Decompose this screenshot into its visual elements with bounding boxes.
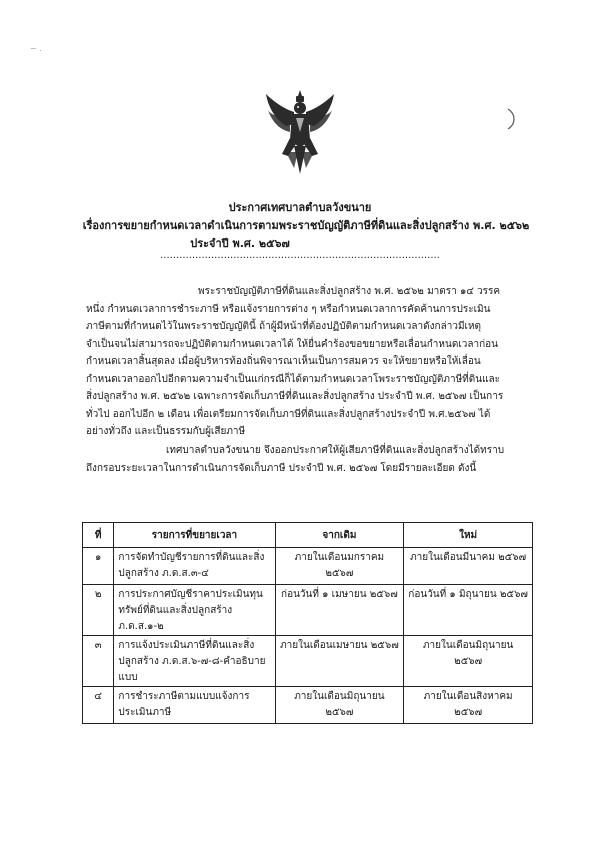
header-to: ใหม่ bbox=[404, 523, 533, 548]
margin-mark bbox=[505, 108, 519, 130]
row-no: ๑ bbox=[83, 548, 114, 585]
dotted-divider: ........................................................................................ bbox=[160, 250, 440, 261]
body-paragraph-1 bbox=[86, 283, 506, 441]
header-item: รายการที่ขยายเวลา bbox=[114, 523, 275, 548]
row-to: ก่อนวันที่ ๑ มิถุนายน ๒๕๖๗ bbox=[404, 585, 533, 636]
announcement-subject: เรื่องการขยายกำหนดเวลาดำเนินการตามพระราชบัญญัติภาษีที่ดินและสิ่งปลูกสร้าง พ.ศ. ๒๕๖๒ bbox=[82, 219, 530, 232]
body-paragraph-2-text: เทศบาลตำบลวังขนาย จึงออกประกาศให้ผู้เสียภาษีที่ดินและสิ่งปลูกสร้างได้ทราบถึงกรอบระยะเวลาในการดำเนินการจัดเก็บภาษี ประจำปี พ.ศ. ๒๕๖๗ โดยมีรายละเอียด ดังนี้ bbox=[86, 445, 505, 474]
row-no: ๒ bbox=[83, 585, 114, 636]
announcement-year: ประจำปี พ.ศ. ๒๕๖๗ bbox=[190, 237, 290, 250]
row-item: การชำระภาษีตามแบบแจ้งการประเมินภาษี bbox=[114, 687, 275, 724]
table-row bbox=[83, 548, 533, 585]
table-row bbox=[83, 687, 533, 724]
body-paragraph-2 bbox=[86, 442, 506, 477]
header-no: ที่ bbox=[83, 523, 114, 548]
row-item: การประกาศบัญชีราคาประเมินทุนทรัพย์ที่ดินและสิ่งปลูกสร้าง ภ.ด.ส.๑-๒ bbox=[114, 585, 275, 636]
header-from: จากเดิม bbox=[275, 523, 404, 548]
row-item: การแจ้งประเมินภาษีที่ดินและสิ่งปลูกสร้าง ภ.ด.ส.๖-๗-๘-คำอธิบายแบบ bbox=[114, 636, 275, 687]
row-from: ภายในเดือนเมษายน ๒๕๖๗ bbox=[275, 636, 404, 687]
row-from: ก่อนวันที่ ๑ เมษายน ๒๕๖๗ bbox=[275, 585, 404, 636]
row-to: ภายในเดือนมีนาคม ๒๕๖๗ bbox=[404, 548, 533, 585]
row-to: ภายในเดือนสิงหาคม ๒๕๖๗ bbox=[404, 687, 533, 724]
schedule-table bbox=[82, 522, 533, 724]
body-paragraph-1-text: พระราชบัญญัติภาษีที่ดินและสิ่งปลูกสร้าง พ.ศ. ๒๕๖๒ มาตรา ๑๔ วรรคหนึ่ง กำหนดเวลาการชำระภาษี หรือแจ้งรายการต่าง ๆ หรือกำหนดเวลาการคัดค้านการประเมินภาษีตามที่กำหนดไว้ในพระราชบัญญัตินี้ ถ้าผู้มีหน้าที่ต้องปฏิบัติตามกำหนดเวลาดังกล่าวมีเหตุจำเป็นจนไม่สามารถจะปฏิบัติตามกำหนดเวลาได้ ให้ยื่นคำร้องขอขยายหรือเลื่อนกำหนดเวลาก่อนกำหนดเวลาสิ้นสุดลง เมื่อผู้บริหารท้องถิ่นพิจารณาเห็นเป็นการสมควร จะให้ขยายหรือให้เลื่อนกำหนดเวลาออกไปอีกตามความจำเป็นแก่กรณีก็ได้ตามกำหนดเวลาโพระราชบัญญัติภาษีที่ดินและสิ่งปลูกสร้าง พ.ศ. ๒๕๖๒ เฉพาะการจัดเก็บภาษีที่ดินและสิ่งปลูกสร้าง ประจำปี พ.ศ. ๒๕๖๗ เป็นการทั่วไป ออกไปอีก ๒ เดือน เพื่อเตรียมการจัดเก็บภาษีที่ดินและสิ่งปลูกสร้างประจำปี พ.ศ.๒๕๖๗ ได้อย่างทั่วถึง และเป็นธรรมกับผู้เสียภาษี bbox=[86, 286, 504, 437]
row-to: ภายในเดือนมิถุนายน ๒๕๖๗ bbox=[404, 636, 533, 687]
announcement-title: ประกาศเทศบาลตำบลวังขนาย bbox=[228, 201, 372, 214]
garuda-emblem-icon bbox=[264, 88, 336, 178]
row-from: ภายในเดือนมิถุนายน ๒๕๖๗ bbox=[275, 687, 404, 724]
table-header-row bbox=[83, 523, 533, 548]
row-no: ๓ bbox=[83, 636, 114, 687]
row-from: ภายในเดือนมกราคม ๒๕๖๗ bbox=[275, 548, 404, 585]
row-no: ๔ bbox=[83, 687, 114, 724]
table-row bbox=[83, 636, 533, 687]
margin-scribble: ~ . bbox=[30, 44, 42, 53]
table-row bbox=[83, 585, 533, 636]
row-item: การจัดทำบัญชีรายการที่ดินและสิ่งปลูกสร้าง ภ.ด.ส.๓-๔ bbox=[114, 548, 275, 585]
